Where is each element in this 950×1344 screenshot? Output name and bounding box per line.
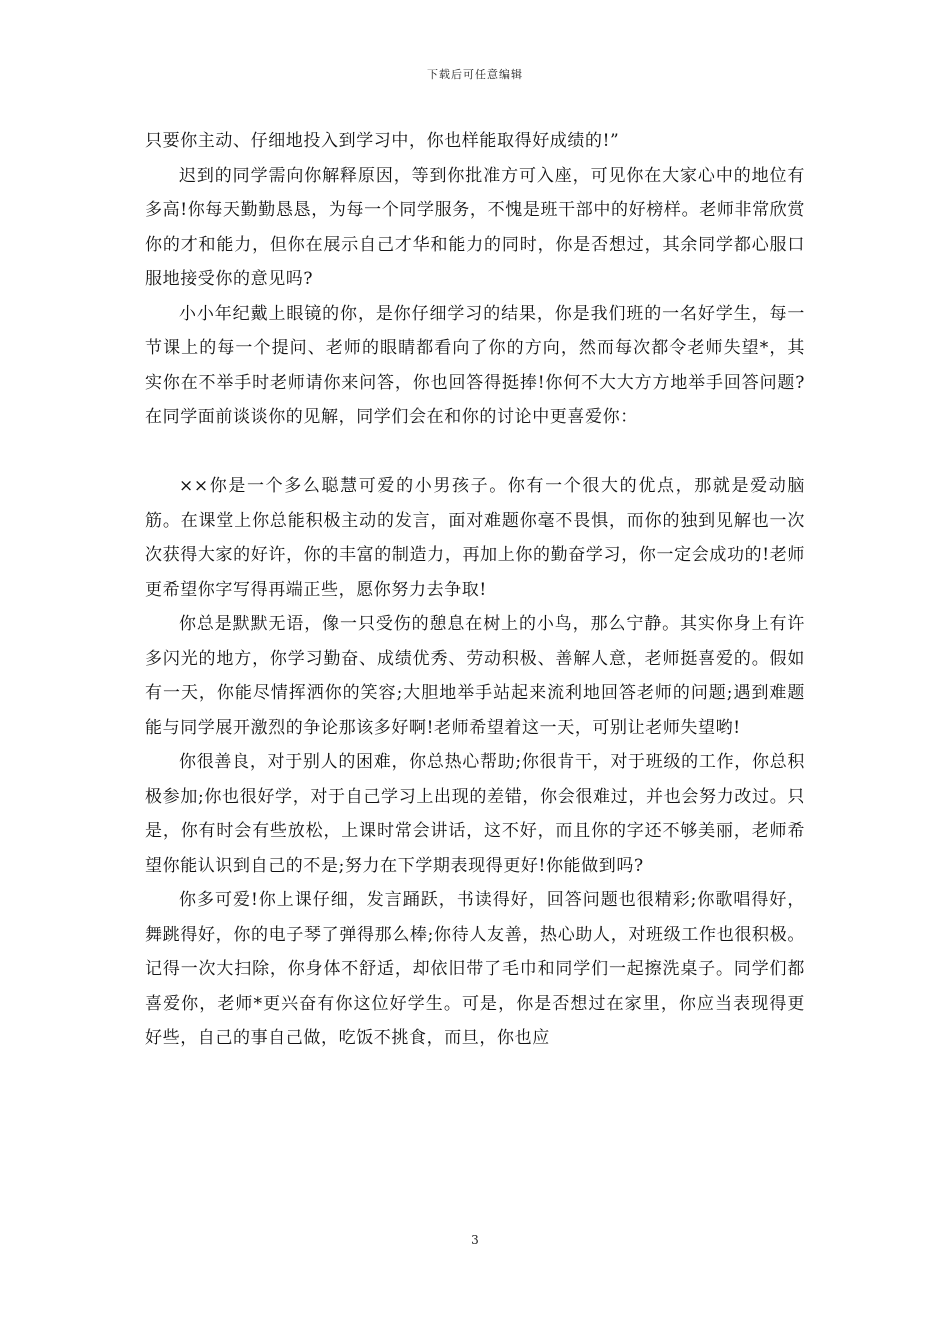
document-body xyxy=(145,124,805,1056)
paragraph: 你多可爱!你上课仔细，发言踊跃，书读得好，回答问题也很精彩;你歌唱得好，舞跳得好，你的电子琴了弹得那么棒;你待人友善，热心助人，对班级工作也很积极。记得一次大扫除，你身体不舒适，却依旧带了毛巾和同学们一起擦洗桌子。同学们都喜爱你，老师*更兴奋有你这位好学生。可是，你是否想过在家里，你应当表现得更好些，自己的事自己做，吃饭不挑食，而旦，你也应 xyxy=(145,890,805,1048)
paragraph-continuation: 只要你主动、仔细地投入到学习中，你也样能取得好成绩的!” xyxy=(145,131,620,151)
paragraph: 小小年纪戴上眼镜的你，是你仔细学习的结果，你是我们班的一名好学生，每一节课上的每一个提问、老师的眼睛都看向了你的方向，然而每次都令老师失望*，其实你在不举手时老师请你来问答，你也回答得挺捧!你何不大大方方地举手回答问题?在同学面前谈谈你的见解，同学们会在和你的讨论中更喜爱你： xyxy=(145,303,805,427)
blank-line xyxy=(145,435,805,470)
paragraph: ××你是一个多么聪慧可爱的小男孩子。你有一个很大的优点，那就是爱动脑筋。在课堂上你总能积极主动的发言，面对难题你毫不畏惧，而你的独到见解也一次次获得大家的好许，你的丰富的制造力，再加上你的勤奋学习，你一定会成功的!老师更希望你字写得再端正些，愿你努力去争取! xyxy=(145,476,805,600)
paragraph: 迟到的同学需向你解释原因，等到你批准方可入座，可见你在大家心中的地位有多高!你每天勤勤恳恳，为每一个同学服务，不愧是班干部中的好榜样。老师非常欣赏你的才和能力，但你在展示自己才华和能力的同时，你是否想过，其余同学都心服口服地接受你的意见吗? xyxy=(145,165,805,289)
paragraph: 你总是默默无语，像一只受伤的憩息在树上的小鸟，那么宁静。其实你身上有许多闪光的地方，你学习勤奋、成绩优秀、劳动积极、善解人意，老师挺喜爱的。假如有一天，你能尽情挥洒你的笑容;大胆地举手站起来流利地回答老师的问题;遇到难题能与同学展开激烈的争论那该多好啊!老师希望着这一天，可别让老师失望哟! xyxy=(145,614,805,738)
page-header: 下载后可任意编辑 xyxy=(427,68,523,81)
paragraph: 你很善良，对于别人的困难，你总热心帮助;你很肯干，对于班级的工作，你总积极参加;你也很好学，对于自己学习上出现的差错，你会很难过，并也会努力改过。只是，你有时会有些放松，上课时常会讲话，这不好，而且你的字还不够美丽，老师希望你能认识到自己的不是;努力在下学期表现得更好!你能做到吗? xyxy=(145,752,805,876)
page-number: 3 xyxy=(471,1233,479,1247)
